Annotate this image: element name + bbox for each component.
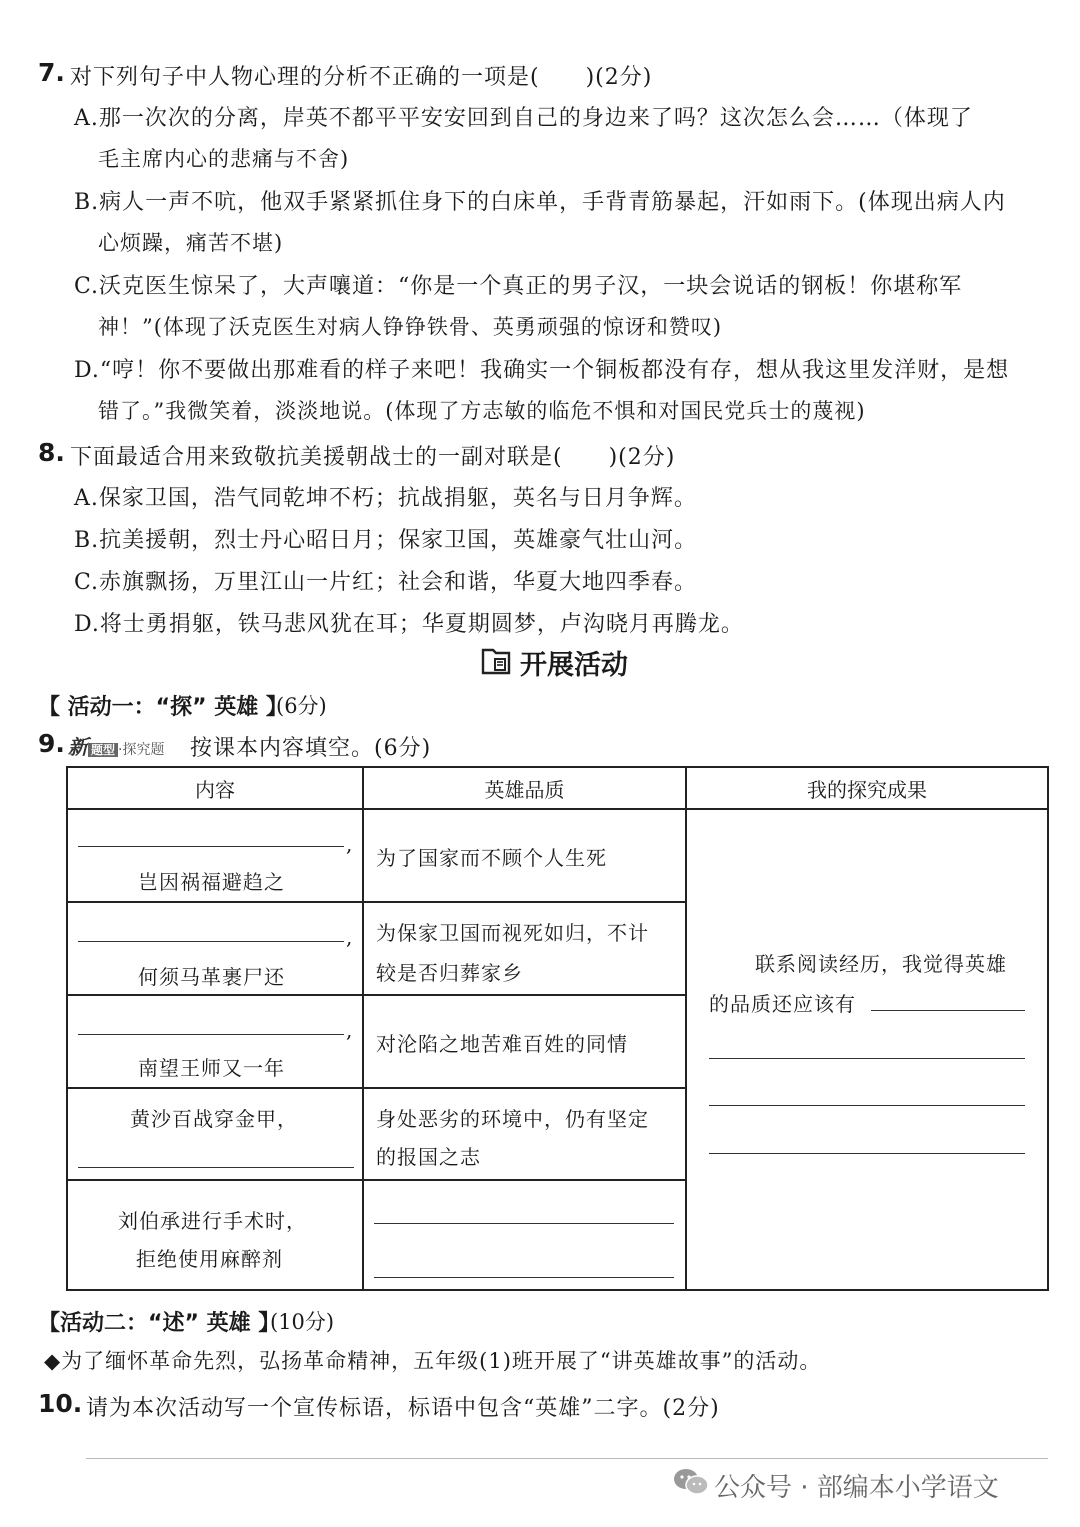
answer-blank[interactable] — [78, 846, 344, 847]
result-prompt-line2: 的品质还应该有 — [709, 992, 856, 1016]
footer-text: 公众号 · 部编本小学语文 — [714, 1473, 999, 1503]
tag-sub: ·探究题 — [118, 742, 165, 758]
answer-blank[interactable] — [709, 1105, 1025, 1106]
footer-divider — [86, 1458, 1048, 1459]
activity-2-intro: ◆为了缅怀革命先烈，弘扬革命精神，五年级(1)班开展了“讲英雄故事”的活动。 — [44, 1349, 822, 1373]
answer-blank[interactable] — [78, 1034, 344, 1035]
q7-option-b-line1: B.病人一声不吭，他双手紧紧抓住身下的白床单，手背青筋暴起，汗如雨下。(体现出病人内 — [74, 190, 1006, 215]
tag-type: 题型 — [88, 743, 118, 757]
header-result: 我的探究成果 — [686, 767, 1048, 809]
content-cell — [67, 1088, 363, 1180]
q8-option-d: D.将士勇捐躯，铁马悲风犹在耳；华夏期圆梦，卢沟晓月再腾龙。 — [74, 612, 744, 637]
q7-option-a-line2: 毛主席内心的悲痛与不舍) — [98, 147, 350, 171]
answer-blank[interactable] — [78, 1167, 354, 1168]
q8-option-b: B.抗美援朝，烈士丹心昭日月；保家卫国，英雄豪气壮山河。 — [74, 528, 698, 553]
answer-blank[interactable] — [871, 1010, 1025, 1011]
quality-cell — [363, 809, 686, 902]
quality-text-line1: 为保家卫国而视死如归，不计 — [376, 921, 649, 945]
activity-2-score: (10分) — [270, 1310, 335, 1334]
table-header-row — [67, 767, 1048, 809]
q8-option-c: C.赤旗飘扬，万里江山一片红；社会和谐，华夏大地四季春。 — [74, 570, 698, 595]
poem-line: 南望王师又一年 — [138, 1056, 285, 1080]
poem-line: 岂因祸福避趋之 — [138, 870, 285, 894]
poem-line: 黄沙百战穿金甲， — [130, 1107, 298, 1131]
answer-blank[interactable] — [374, 1277, 674, 1278]
question-8-number: 8. — [38, 438, 65, 467]
question-7-number: 7. — [38, 58, 65, 87]
quality-cell — [363, 1180, 686, 1290]
content-cell: , 岂因祸福避趋之 — [67, 809, 363, 902]
question-9-stem: 按课本内容填空。(6分) — [190, 736, 432, 761]
answer-blank[interactable] — [709, 1058, 1025, 1059]
content-cell — [67, 1180, 363, 1290]
q8-option-a: A.保家卫国，浩气同乾坤不朽；抗战捐躯，英名与日月争辉。 — [74, 486, 697, 511]
quality-text-line2: 较是否归葬家乡 — [376, 961, 523, 985]
answer-blank[interactable] — [709, 1153, 1025, 1154]
content-line1: 刘伯承进行手术时， — [118, 1209, 307, 1233]
header-content: 内容 — [67, 767, 363, 809]
quality-text-line2: 的报国之志 — [376, 1145, 481, 1169]
question-8-stem: 下面最适合用来致敬抗美援朝战士的一副对联是( )(2分) — [70, 445, 676, 470]
q7-option-d-line2: 错了。”我微笑着，淡淡地说。(体现了方志敏的临危不惧和对国民党兵士的蔑视) — [98, 399, 866, 423]
question-10-stem: 请为本次活动写一个宣传标语，标语中包含“英雄”二字。(2分) — [86, 1396, 720, 1421]
q7-option-b-line2: 心烦躁，痛苦不堪) — [98, 231, 284, 255]
question-10-number: 10. — [38, 1389, 83, 1418]
quality-text: 对沦陷之地苦难百姓的同情 — [376, 1032, 628, 1056]
result-cell — [686, 809, 1048, 1290]
content-cell: , 何须马革裹尸还 — [67, 902, 363, 995]
poem-line: 何须马革裹尸还 — [138, 965, 285, 989]
section-icon — [480, 646, 512, 680]
question-7-stem: 对下列句子中人物心理的分析不正确的一项是( )(2分) — [70, 65, 653, 90]
new-question-type-tag — [68, 731, 164, 760]
content-cell: , 南望王师又一年 — [67, 995, 363, 1088]
q7-option-c-line1: C.沃克医生惊呆了，大声嚷道：“你是一个真正的男子汉，一块会说话的钢板！你堪称军 — [74, 274, 963, 299]
activity-1-score: (6分) — [276, 694, 327, 718]
tag-new: 新 — [68, 735, 88, 759]
table-row — [67, 809, 1048, 902]
fill-in-table — [66, 766, 1049, 1291]
result-prompt-line1: 联系阅读经历，我觉得英雄 — [755, 952, 1007, 976]
quality-text-line1: 身处恶劣的环境中，仍有坚定 — [376, 1107, 649, 1131]
section-title: 开展活动 — [520, 650, 628, 681]
quality-cell — [363, 902, 686, 995]
header-quality: 英雄品质 — [363, 767, 686, 809]
q7-option-c-line2: 神！”(体现了沃克医生对病人铮铮铁骨、英勇顽强的惊讶和赞叹) — [98, 315, 723, 339]
quality-text: 为了国家而不顾个人生死 — [376, 846, 607, 870]
wechat-icon — [672, 1466, 710, 1502]
quality-cell — [363, 995, 686, 1088]
activity-2-title: 【活动二：“述” 英雄 】 — [38, 1311, 281, 1336]
answer-blank[interactable] — [374, 1223, 674, 1224]
activity-1-title: 【 活动一：“探” 英雄 】 — [38, 695, 288, 720]
answer-blank[interactable] — [78, 941, 344, 942]
quality-cell — [363, 1088, 686, 1180]
content-line2: 拒绝使用麻醉剂 — [136, 1247, 283, 1271]
question-9-number: 9. — [38, 729, 65, 758]
q7-option-a-line1: A.那一次次的分离，岸英不都平平安安回到自己的身边来了吗？这次怎么会……（体现了 — [74, 106, 973, 131]
q7-option-d-line1: D.“哼！你不要做出那难看的样子来吧！我确实一个铜板都没有存，想从我这里发洋财，是想 — [74, 358, 1010, 383]
